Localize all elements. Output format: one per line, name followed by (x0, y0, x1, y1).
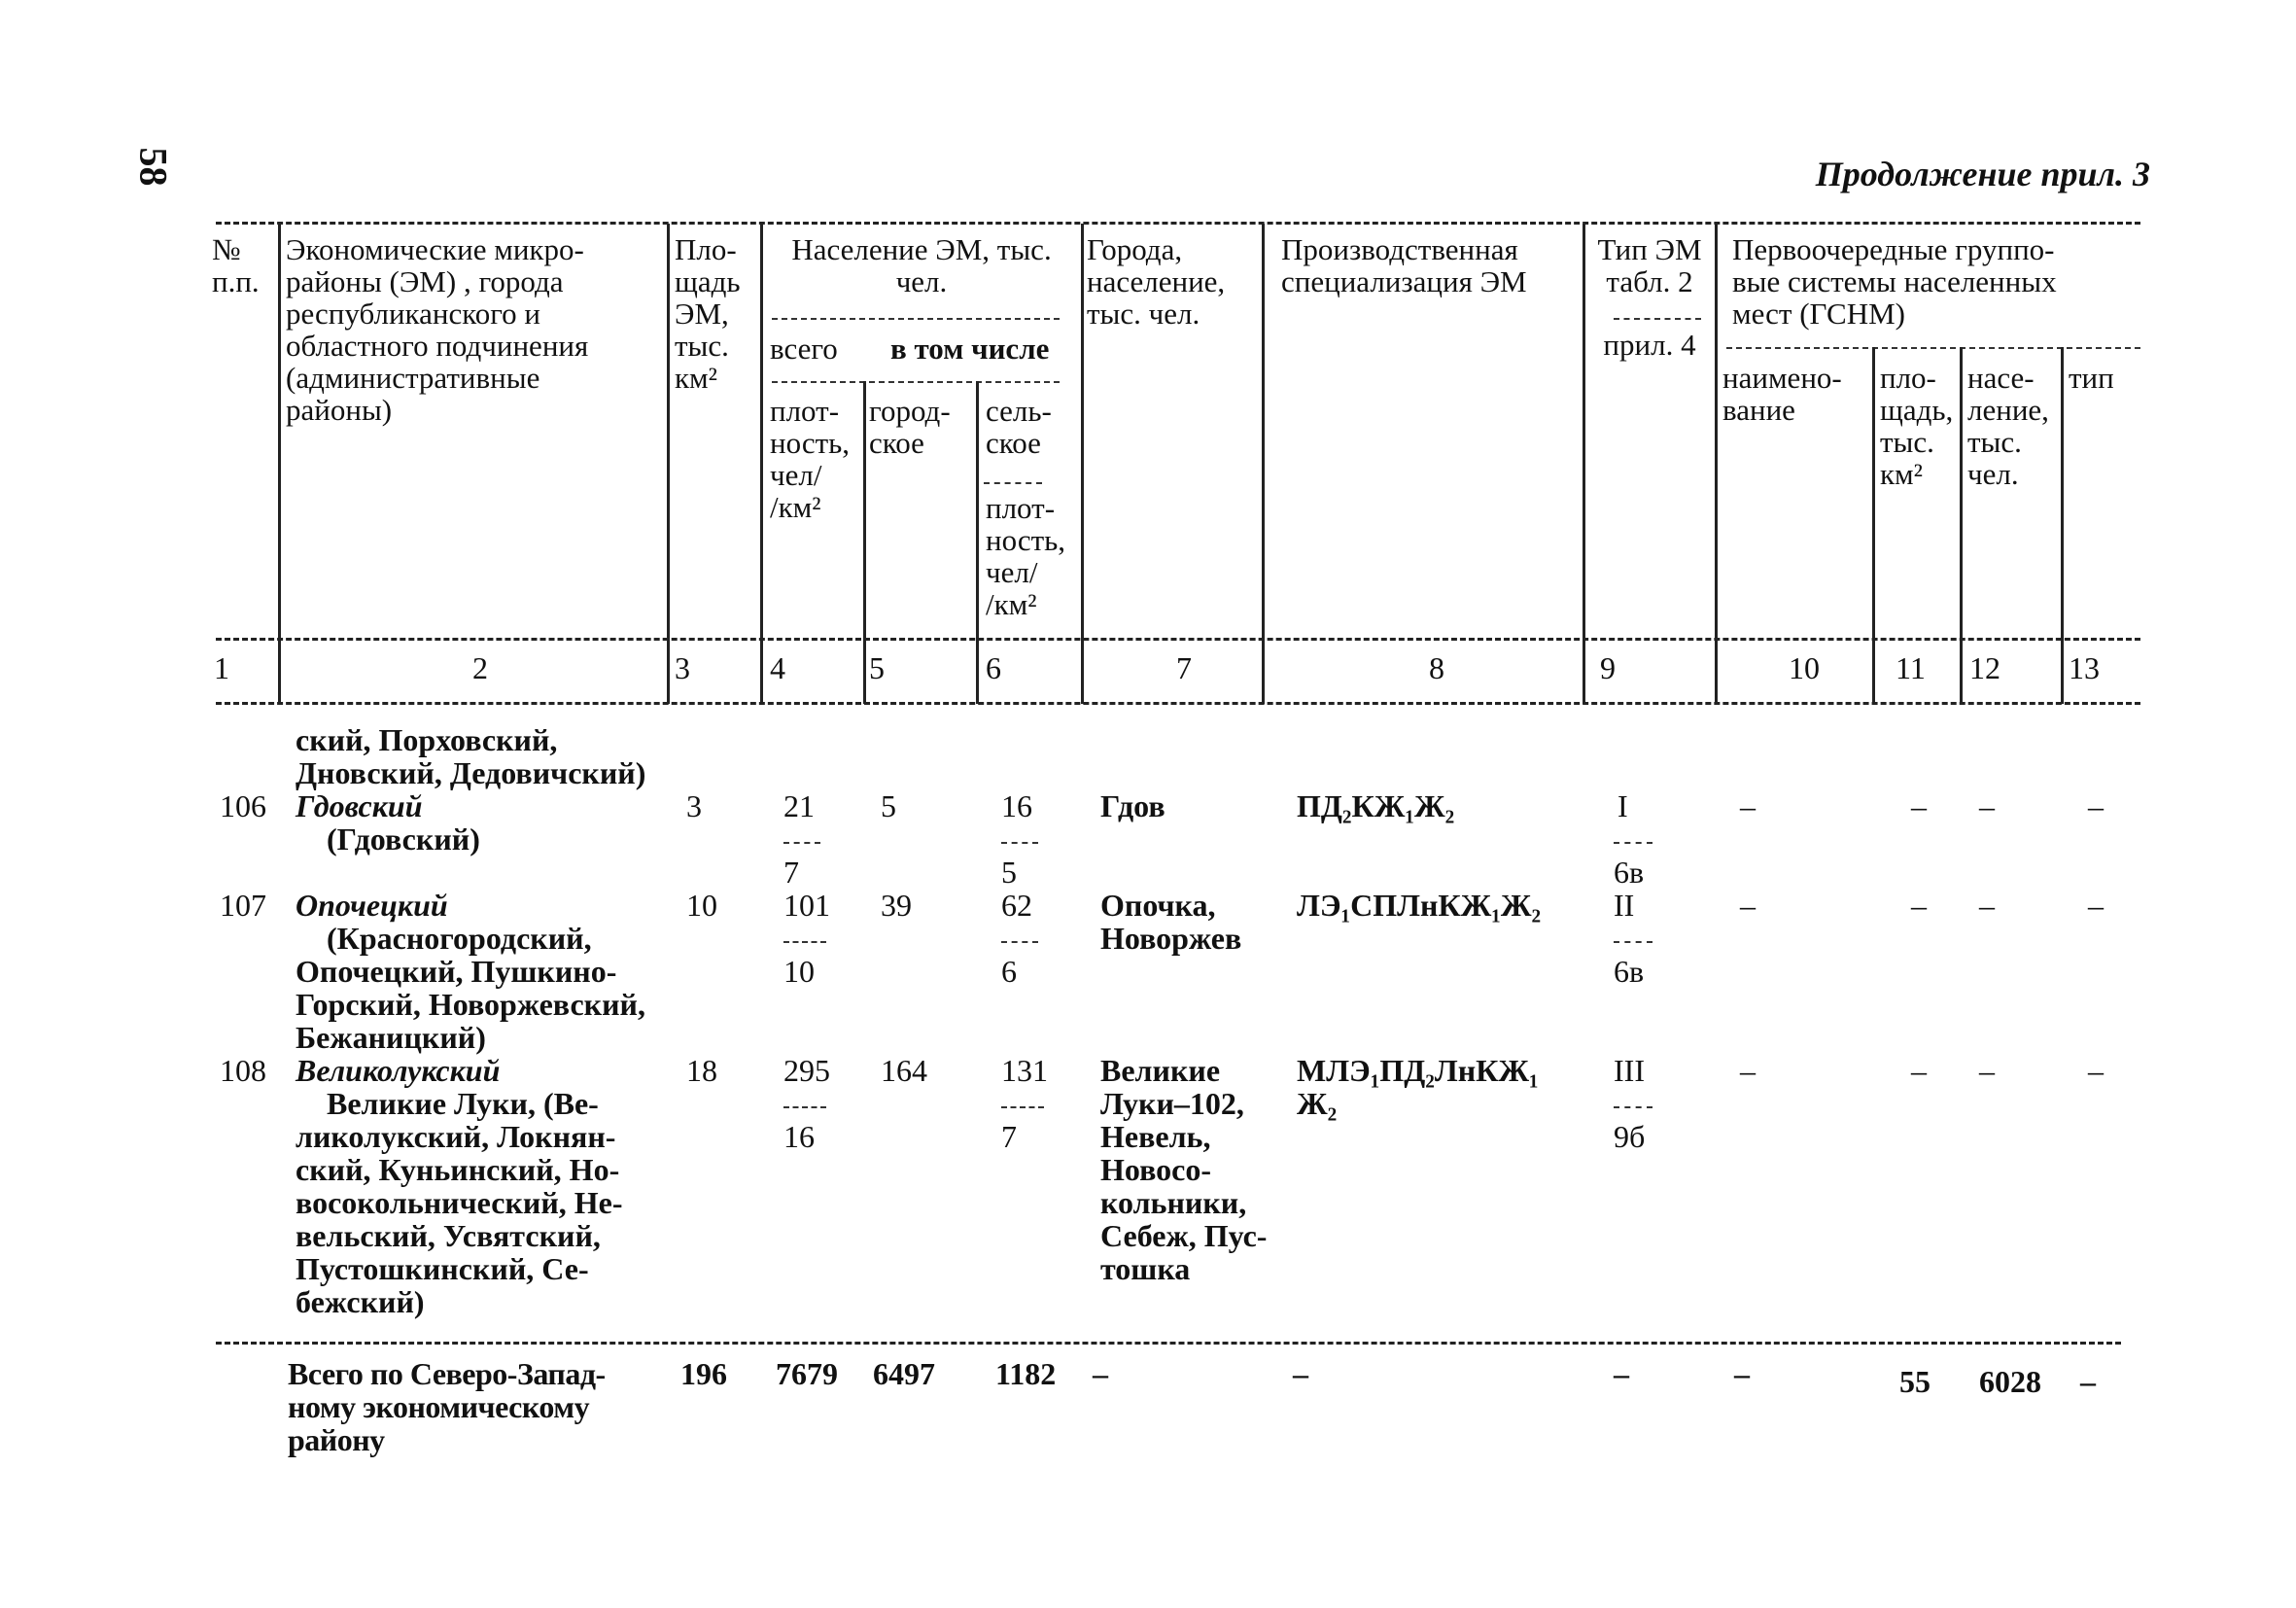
total-col10: – (1734, 1356, 1750, 1391)
dash-cell: – (1740, 788, 1756, 823)
col-divider (863, 381, 866, 704)
em-type-appendix: 6в (1614, 855, 1645, 890)
column-number-rule (216, 702, 2140, 705)
pop-urban: 39 (881, 888, 912, 923)
col-number: 5 (869, 650, 885, 685)
total-col12: 6028 (1979, 1364, 2041, 1399)
header-population: Население ЭМ, тыс. чел. (791, 232, 1052, 298)
row-number: 106 (220, 788, 266, 823)
carry-over-text: ский, Порховский, Дновский, Дедовичский) (296, 722, 646, 790)
header-rural: сель- ское (986, 394, 1052, 460)
col-divider (976, 381, 979, 704)
fraction-bar (783, 842, 820, 844)
col-number: 13 (2069, 650, 2100, 685)
pop-rural: 16 (1001, 788, 1032, 823)
em-type: II (1614, 888, 1635, 923)
area: 10 (686, 888, 717, 923)
type-subrule (1614, 318, 1701, 320)
fraction-bar (1001, 941, 1038, 943)
dash-cell: – (1911, 788, 1927, 823)
fraction-bar (1614, 941, 1652, 943)
header-col1: № п.п. (212, 232, 260, 298)
col-number: 8 (1429, 650, 1444, 685)
density-subrule (772, 381, 1060, 383)
fraction-bar (1001, 1106, 1044, 1108)
pop-rural: 131 (1001, 1053, 1048, 1088)
specialization: ЛЭ₁СПЛнКЖ₁Ж₂ (1297, 888, 1542, 923)
col-divider (1081, 224, 1084, 704)
col-number: 10 (1789, 650, 1820, 685)
total-col11: 55 (1899, 1364, 1931, 1399)
pop-density: 10 (783, 954, 815, 989)
continuation-caption: Продолжение прил. 3 (1815, 155, 2150, 193)
pop-total: 295 (783, 1053, 830, 1088)
col-divider (1960, 347, 1963, 704)
header-urban: город- ское (869, 394, 951, 460)
header-density4: плот- ность, чел/ /км² (770, 394, 851, 524)
header-col2: Экономические микро- районы (ЭМ) , города республиканского и областного подчинения (административные районы) (286, 232, 589, 427)
districts: (Красногородский, Опочецкий, Пушкино- Горский, Новоржевский, Бежаницкий) (296, 921, 645, 1055)
dash-cell: – (1979, 1053, 1995, 1088)
districts: Великие Луки, (Ве- ликолукский, Локнян- ский, Куньинский, Но- восокольнический, Не- вельский, Усвятский, Пустошкинский, Се- бежский) (296, 1086, 623, 1319)
specialization: ПД₂КЖ₁Ж₂ (1297, 788, 1455, 823)
cities: Гдов (1100, 788, 1165, 823)
area: 3 (686, 788, 702, 823)
col-number: 3 (675, 650, 690, 685)
fraction-bar (1614, 842, 1652, 844)
dash-cell: – (2088, 788, 2104, 823)
header-col10: наимено- вание (1722, 361, 1842, 427)
pop-total: 101 (783, 888, 830, 923)
em-type-appendix: 6в (1614, 954, 1645, 989)
gsnm-subrule (1726, 347, 2140, 349)
dash-cell: – (1979, 888, 1995, 923)
cities: Великие Луки–102, Невель, Новосо- кольники, Себеж, Пус- тошка (1100, 1053, 1268, 1286)
pop-total: 21 (783, 788, 815, 823)
col-number: 1 (214, 650, 229, 685)
microregion-name: Великолукский (296, 1053, 501, 1088)
fraction-bar (783, 1106, 826, 1108)
page-number: 58 (131, 147, 176, 187)
total-urban: 6497 (873, 1356, 935, 1391)
header-col8: Производственная специализация ЭМ (1281, 232, 1527, 298)
dash-cell: – (2088, 1053, 2104, 1088)
pop-rural: 62 (1001, 888, 1032, 923)
microregion-name: Опочецкий (296, 888, 448, 923)
header-total: всего (770, 332, 838, 366)
dash-cell: – (1911, 888, 1927, 923)
fraction-bar (1614, 1106, 1652, 1108)
dash-cell: – (2088, 888, 2104, 923)
total-rural: 1182 (995, 1356, 1057, 1391)
total-population: 7679 (776, 1356, 838, 1391)
em-type: III (1614, 1053, 1645, 1088)
pop-urban: 164 (881, 1053, 927, 1088)
col-number: 9 (1600, 650, 1616, 685)
col-divider (1583, 224, 1585, 704)
col-number: 2 (472, 650, 488, 685)
pop-density: 7 (783, 855, 799, 890)
fraction-bar (1001, 842, 1038, 844)
col-divider (278, 224, 281, 704)
microregion-name: Гдовский (296, 788, 423, 823)
header-density6: плот- ность, чел/ /км² (986, 491, 1066, 621)
header-col3: Пло- щадь ЭМ, тыс. км² (675, 232, 741, 395)
population-subrule (772, 318, 1060, 320)
specialization: МЛЭ₁ПД₂ЛнКЖ₁ Ж₂ (1297, 1053, 1539, 1121)
total-area: 196 (680, 1356, 727, 1391)
header-col9b: прил. 4 (1603, 328, 1696, 362)
header-bottom-rule (216, 638, 2140, 641)
dash-cell: – (1740, 888, 1756, 923)
header-col12: насе- ление, тыс. чел. (1967, 361, 2049, 491)
header-col7: Города, население, тыс. чел. (1087, 232, 1226, 331)
rural-density-subrule (984, 482, 1042, 484)
header-col13: тип (2069, 361, 2114, 395)
total-col13: – (2080, 1364, 2096, 1399)
rural-density: 6 (1001, 954, 1017, 989)
header-gsnm: Первоочередные группо- вые системы населенных мест (ГСНМ) (1732, 232, 2057, 331)
area: 18 (686, 1053, 717, 1088)
dash-cell: – (1740, 1053, 1756, 1088)
districts: (Гдовский) (296, 821, 480, 856)
col-number: 12 (1969, 650, 2000, 685)
col-number: 6 (986, 650, 1001, 685)
header-including: в том числе (890, 332, 1050, 366)
col-divider (760, 224, 763, 704)
total-col7: – (1093, 1356, 1108, 1391)
row-number: 107 (220, 888, 266, 923)
col-number: 11 (1896, 650, 1926, 685)
total-col9: – (1614, 1356, 1629, 1391)
total-col8: – (1293, 1356, 1308, 1391)
em-type: I (1618, 788, 1628, 823)
col-divider (1872, 347, 1875, 704)
col-number: 7 (1176, 650, 1192, 685)
total-label: Всего по Северо-Запад- ному экономическому району (288, 1356, 606, 1457)
total-separator-rule (216, 1342, 2121, 1345)
rural-density: 5 (1001, 855, 1017, 890)
dash-cell: – (1979, 788, 1995, 823)
col-divider (2061, 347, 2064, 704)
col-divider (1262, 224, 1265, 704)
col-divider (667, 224, 670, 704)
pop-density: 16 (783, 1119, 815, 1154)
pop-urban: 5 (881, 788, 896, 823)
header-col9a: Тип ЭМ табл. 2 (1597, 232, 1702, 298)
table-top-rule (216, 222, 2140, 225)
col-number: 4 (770, 650, 785, 685)
cities: Опочка, Новоржев (1100, 888, 1242, 956)
fraction-bar (783, 941, 826, 943)
header-col11: пло- щадь, тыс. км² (1880, 361, 1954, 491)
row-number: 108 (220, 1053, 266, 1088)
col-divider (1715, 224, 1718, 704)
dash-cell: – (1911, 1053, 1927, 1088)
rural-density: 7 (1001, 1119, 1017, 1154)
em-type-appendix: 9б (1614, 1119, 1646, 1154)
